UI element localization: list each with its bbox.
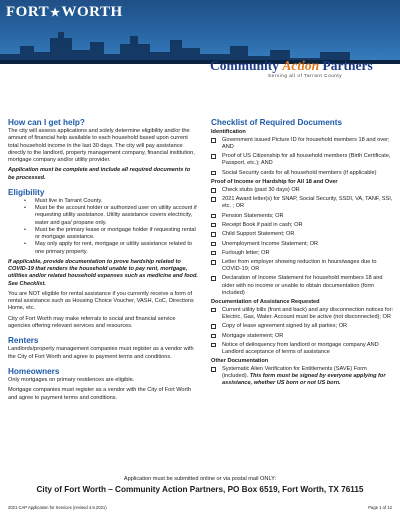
checkbox[interactable] bbox=[211, 223, 216, 228]
checklist-item[interactable]: Notice of delinquency from landlord or mortgage company AND Landlord acceptance of terms of assistance bbox=[211, 342, 393, 356]
help-heading: How can I get help? bbox=[8, 118, 85, 127]
checkbox[interactable] bbox=[211, 343, 216, 348]
referrals-text: City of Fort Worth may make referrals to social and financial service agencies offering relevant services and resources. bbox=[8, 315, 176, 330]
checkbox[interactable] bbox=[211, 154, 216, 159]
other-title: Other Documentation bbox=[211, 358, 269, 365]
checklist-item[interactable]: Mortgage statement; OR bbox=[211, 333, 393, 340]
checklist-item[interactable]: 2021 Award letter(s) for SNAP, Social Security, SSDI, VA, TANF, SSI, etc. ; OR bbox=[211, 196, 393, 210]
checkbox[interactable] bbox=[211, 188, 216, 193]
checklist-item[interactable]: Declaration of Income Statement for household members 18 and older with no income or unable to obtain documentation (form included) bbox=[211, 275, 393, 296]
checkbox[interactable] bbox=[211, 260, 216, 265]
homeowners-heading: Homeowners bbox=[8, 366, 60, 376]
checkbox[interactable] bbox=[211, 324, 216, 329]
list-item: • Must be the primary lease or mortgage holder if requesting rental or mortgage assistance. bbox=[24, 226, 196, 241]
checklist-item[interactable]: Letter from employer showing reduction in hours/wages due to COVID-19; OR bbox=[211, 259, 393, 273]
checklist-item[interactable]: Pension Statements; OR bbox=[211, 213, 393, 220]
list-item: • Must live in Tarrant County. bbox=[24, 198, 103, 205]
checklist-item[interactable]: Furlough letter; OR bbox=[211, 250, 393, 257]
homeowners-body-2: Mortgage companies must register as a vendor with the City of Fort Worth and agree to payment terms and conditions. bbox=[8, 387, 192, 401]
checklist-item[interactable]: Check stubs (past 30 days) OR bbox=[211, 187, 393, 194]
mailing-address: City of Fort Worth – Community Action Partners, PO Box 6519, Fort Worth, TX 76115 bbox=[36, 485, 364, 494]
checkbox[interactable] bbox=[211, 367, 216, 372]
help-note: Application must be complete and include all required documents to be processed. bbox=[8, 167, 191, 181]
right-column bbox=[211, 118, 393, 390]
other-list bbox=[211, 366, 393, 387]
checklist-item[interactable]: Proof of US Citizenship for all household members (Birth Certificate, Passport, etc.); AND bbox=[211, 153, 393, 167]
checkbox[interactable] bbox=[211, 171, 216, 176]
checklist-heading: Checklist of Required Documents bbox=[211, 118, 343, 127]
assistance-list bbox=[211, 307, 393, 356]
header-banner bbox=[0, 0, 400, 64]
page-number: Page 1 of 12 bbox=[368, 505, 392, 510]
checklist-item[interactable]: Unemployment Income Statement; OR bbox=[211, 241, 393, 248]
checklist-item[interactable]: Receipt Book if paid in cash; OR bbox=[211, 222, 393, 229]
checkbox[interactable] bbox=[211, 214, 216, 219]
renters-body: Landlords/property management companies must register as a vendor with the City of Fort Worth and agree to payment terms and conditions. bbox=[8, 346, 194, 360]
covid-note: If applicable, provide documentation to prove hardship related to COVID-19 that renders the household unable to pay rent, mortgage, utilities and/or related household expenses such as medicine and food. See Checklist. bbox=[8, 258, 198, 287]
fort-worth-logo: FORT★WORTH bbox=[6, 4, 123, 20]
identification-title: Identification bbox=[211, 129, 246, 135]
assistance-title: Documentation of Assistance Requested bbox=[211, 298, 320, 305]
checkbox[interactable] bbox=[211, 138, 216, 143]
checkbox[interactable] bbox=[211, 308, 216, 313]
eligibility-heading: Eligibility bbox=[8, 188, 45, 198]
checkbox[interactable] bbox=[211, 334, 216, 339]
cap-community-text: Community bbox=[210, 58, 280, 73]
help-body: The city will assess applications and solely determine eligibility and/or the amount of financial help available to each household based upon current total household income in the last 30 days. The city will pay assistance directly to the landlord, property management company, financial institution, mortgage company and/or utility provider. bbox=[8, 128, 195, 164]
checklist-item[interactable]: Social Security cards for all household members (if applicable) bbox=[211, 170, 393, 177]
checkbox[interactable] bbox=[211, 242, 216, 247]
income-title: Proof of Income or Hardship for All 18 and Over bbox=[211, 179, 338, 186]
checklist-item[interactable]: Copy of lease agreement signed by all parties; OR bbox=[211, 323, 393, 330]
document-revision: 2021 CAP Application for Services (revised 4.8.2021) bbox=[8, 505, 107, 510]
identification-list bbox=[211, 137, 393, 177]
cap-action-text: Action bbox=[282, 58, 320, 73]
checkbox[interactable] bbox=[211, 197, 216, 202]
homeowners-body-1: Only mortgages on primary residences are eligible. bbox=[8, 376, 135, 383]
renters-heading: Renters bbox=[8, 336, 39, 346]
cap-tagline: Serving all of Tarrant County bbox=[268, 73, 343, 78]
checklist-item[interactable]: Systematic Alien Verification for Entitlements (SAVE) Form (included). This form must be signed by everyone applying for assistance, whether US born or not US born. bbox=[211, 366, 393, 387]
list-item: • May only apply for rent, mortgage or utility assistance related to one primary property. bbox=[24, 241, 193, 255]
eligibility-list bbox=[8, 198, 198, 256]
cap-partners-text: Partners bbox=[322, 58, 373, 73]
checkbox[interactable] bbox=[211, 251, 216, 256]
left-column bbox=[8, 118, 198, 405]
checkbox[interactable] bbox=[211, 232, 216, 237]
income-list bbox=[211, 187, 393, 297]
checklist-item[interactable]: Child Support Statement; OR bbox=[211, 231, 393, 238]
checklist-item[interactable]: Government issued Picture ID for household members 18 and over; AND bbox=[211, 137, 393, 151]
checklist-item[interactable]: Current utility bills (front and back) and any disconnection notices for: Electric, Gas, Water. Account must be active (not disconnected); OR bbox=[211, 307, 393, 321]
cap-logo bbox=[210, 58, 390, 84]
list-item: • Must be the account holder or authorized user on utility account if requesting utility assistance. Utility assistance covers electricity, water and gas/ propane only. bbox=[24, 205, 197, 226]
submission-note: Application must be submitted online or via postal mail ONLY: bbox=[123, 476, 277, 482]
not-eligible-text: You are NOT eligible for rental assistance if you currently receive a form of rental assistance such as Housing Choice Voucher, VASH, CoC, Directions Home, etc. bbox=[8, 290, 194, 312]
checkbox[interactable] bbox=[211, 276, 216, 281]
